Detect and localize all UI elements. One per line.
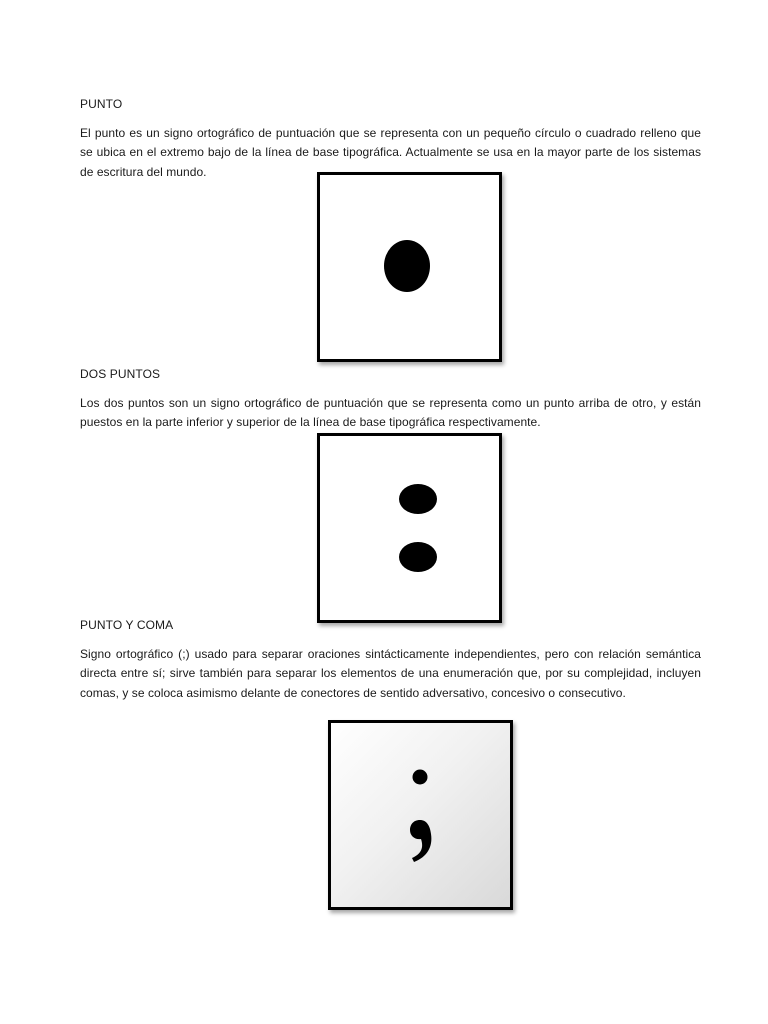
semicolon-figure — [328, 720, 513, 910]
semicolon-comma — [410, 820, 431, 862]
section-body-punto-y-coma: Signo ortográfico (;) usado para separar oraciones sintácticamente independientes, pero con relación semántica directa entre sí; sirve también para separar los elementos de una enumeración que, por su complejidad, incluyen comas, y se coloca asimismo delante de conectores de sentido adversativo, concesivo o consecutivo. — [80, 647, 701, 700]
period-figure — [317, 172, 502, 362]
section-body-dos-puntos: Los dos puntos son un signo ortográfico de puntuación que se representa como un punto arriba de otro, y están puestos en la parte inferior y superior de la línea de base tipográfica respectivamente. — [80, 396, 701, 430]
period-icon — [320, 175, 499, 359]
section-heading-punto-y-coma: PUNTO Y COMA — [80, 618, 174, 632]
colon-upper-dot — [399, 484, 437, 514]
colon-icon — [320, 436, 499, 620]
section-heading-punto: PUNTO — [80, 97, 123, 111]
semicolon-icon — [331, 723, 510, 907]
colon-figure — [317, 433, 502, 623]
section-body-punto: El punto es un signo ortográfico de puntuación que se representa con un pequeño círculo o cuadrado relleno que se ubica en el extremo bajo de la línea de base tipográfica. Actualmente se usa en la mayor parte de los sistemas de escritura del mundo. — [80, 126, 701, 179]
period-dot — [384, 240, 430, 292]
section-heading-dos-puntos: DOS PUNTOS — [80, 367, 161, 381]
colon-lower-dot — [399, 542, 437, 572]
semicolon-dot — [413, 770, 428, 785]
